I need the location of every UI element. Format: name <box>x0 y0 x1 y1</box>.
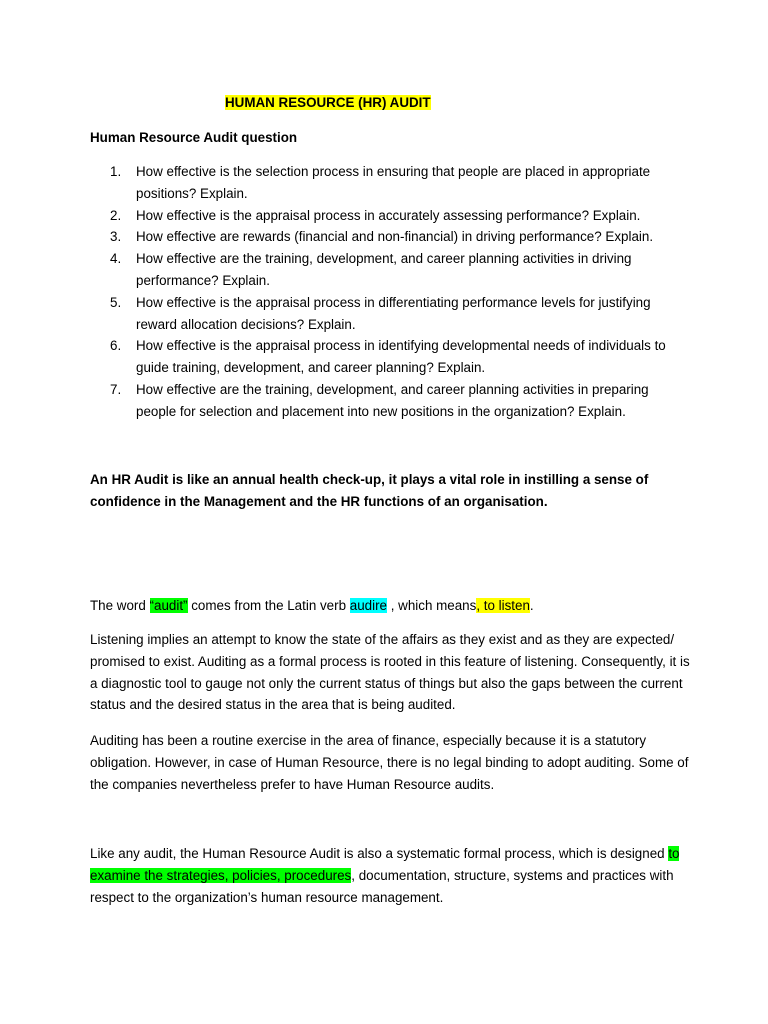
health-check-paragraph: An HR Audit is like an annual health check-up, it plays a vital role in instilling a sense of confidence in the Management and the HR functions of an organisation. <box>90 472 649 509</box>
list-text: How effective is the appraisal process in accurately assessing performance? Explain. <box>136 207 641 223</box>
list-text: How effective is the appraisal process in identifying developmental needs of individuals to guide training, development, and career planning? Explain. <box>136 338 666 376</box>
finance-paragraph: Auditing has been a routine exercise in the area of finance, especially because it is a statutory obligation. However, in case of Human Resource, there is no legal binding to adopt auditing. Some of the companies nevertheless prefer to have Human Resource audits. <box>90 733 689 792</box>
list-text: How effective are rewards (financial and non-financial) in driving performance? Explain. <box>136 229 654 245</box>
list-text: How effective are the training, development, and career planning activities in preparing people for selection and placement into new positions in the organization? Explain. <box>136 381 649 419</box>
listening-paragraph: Listening implies an attempt to know the state of the affairs as they exist and as they are expected/ promised to exist. Auditing as a formal process is rooted in this feature of listening. Consequently, it is a diagnostic tool to gauge not only the current status of things but also the gaps between the current status and the desired status in the area that is being audited. <box>90 632 690 713</box>
list-number: 6. <box>110 338 122 354</box>
list-text: How effective is the selection process in ensuring that people are placed in appropriate positions? Explain. <box>136 164 651 201</box>
list-item <box>90 161 690 205</box>
list-number: 5. <box>110 294 122 310</box>
list-item <box>90 226 690 248</box>
systematic-paragraph <box>90 843 690 908</box>
list-item <box>90 248 690 292</box>
systematic-post: , documentation, structure, systems and practices with respect to the organization’s human resource management. <box>90 867 674 905</box>
etymology-mid: comes from the Latin verb <box>187 598 350 613</box>
list-item <box>90 205 690 227</box>
list-number: 4. <box>110 251 122 267</box>
list-number: 2. <box>110 207 122 223</box>
list-number: 3. <box>110 229 122 245</box>
list-text: How effective is the appraisal process in differentiating performance levels for justifying reward allocation decisions? Explain. <box>136 294 651 332</box>
list-item <box>90 335 690 379</box>
latin-verb-highlight: audire <box>349 598 387 613</box>
list-item <box>90 379 690 423</box>
etymology-post: . <box>529 598 534 613</box>
list-text: How effective are the training, development, and career planning activities in driving performance? Explain. <box>136 251 632 288</box>
etymology-paragraph <box>90 595 690 617</box>
list-item <box>90 292 690 336</box>
document-title <box>225 93 431 113</box>
question-list <box>90 161 690 423</box>
examine-highlight: to examine the strategies, policies, procedures <box>90 846 680 883</box>
etymology-pre: The word <box>90 598 150 613</box>
systematic-pre: Like any audit, the Human Resource Audit is also a systematic formal process, which is designed <box>90 846 669 861</box>
list-number: 1. <box>110 164 122 179</box>
list-number: 7. <box>110 381 122 397</box>
audit-word-highlight: “audit” <box>149 598 188 613</box>
etymology-mid2: , which means <box>387 598 477 613</box>
title-highlight: HUMAN RESOURCE (HR) AUDIT <box>225 95 431 110</box>
meaning-highlight: , to listen <box>476 598 530 613</box>
section-subtitle: Human Resource Audit question <box>90 130 298 145</box>
